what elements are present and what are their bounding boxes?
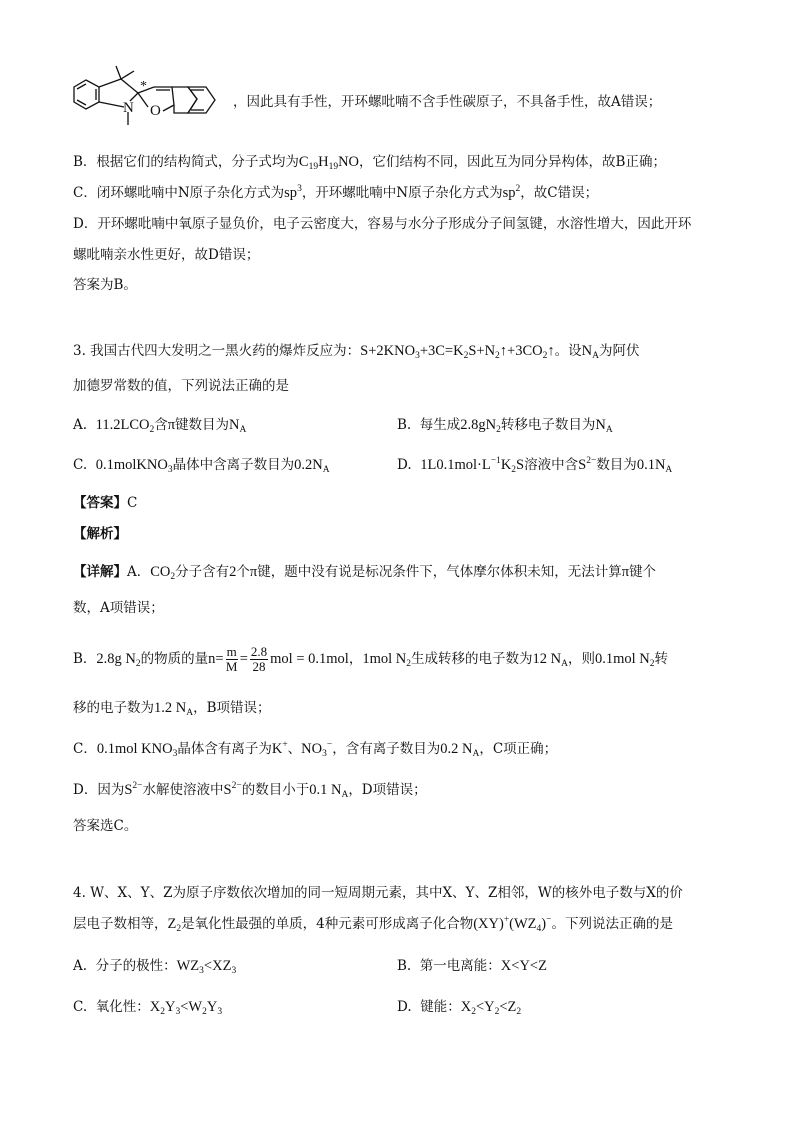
nitrogen-label: N [123, 100, 134, 116]
oxygen-label: O [150, 103, 161, 119]
chiral-star: * [140, 79, 147, 94]
q3-detail-b-line1: B．2.8g $N_2$的物质的量n= $\frac{m}{M}$ = $\frac{2.8}{28}$ mol = 0.1mol，1mol $N_2$生成转移的电子数为12 $N_A$，则0.1mol $N_2$转 [73, 644, 668, 674]
q2-option-d-line2: 螺吡喃亲水性更好，故D错误； [73, 247, 260, 263]
q4-stem-line2: 层电子数相等，$Z_2$是氧化性最强的单质，4种元素可形成离子化合物$(XY)^+(WZ_4)^-$。下列说法正确的是 [73, 915, 673, 934]
q3-detail-a-line1: 【详解】A．$CO_2$分子含有2个π键，题中没有说是标况条件下，气体摩尔体积未知，无法计算π键个 [73, 564, 657, 582]
spiropyran-structure [66, 65, 231, 140]
fraction-2.8-over-28: $\frac{2.8}{28}$ [250, 644, 268, 674]
q4-option-a[interactable]: A. 分子的极性：$WZ_3<XZ_3$ [73, 958, 237, 976]
q3-detail-b-line2: 移的电子数为1.2 $N_A$，B项错误； [73, 700, 271, 718]
q3-detail-a-line2: 数，A项错误； [73, 600, 164, 616]
q3-analysis-tag: 【解析】 [73, 526, 127, 542]
q3-detail-c: C．0.1mol $KNO_3$晶体含有离子为K+、$NO_3^-$，含有离子数目为0.2 $N_A$，C项正确； [73, 740, 558, 759]
q3-answer-final: 答案选C。 [73, 818, 138, 834]
q2-option-c: C．闭环螺吡喃中N原子杂化方式为$sp^3$，开环螺吡喃中N原子杂化方式为$sp^2$，故C错误； [73, 184, 599, 201]
q4-option-b[interactable]: B. 第一电离能：X<Y<Z [397, 958, 547, 974]
answer-value: C [127, 495, 138, 511]
q3-option-d[interactable]: D. $1L0.1mol\cdot L^{-1}K_2S$溶液中含$S^{2-}$数目为$0.1N_A$ [397, 456, 673, 475]
q3-option-c[interactable]: C. 0.1molKNO$_3$晶体中含离子数目为$0.2N_A$ [73, 457, 330, 475]
q3-stem-line1: 3. 我国古代四大发明之一黑火药的爆炸反应为：$S+2KNO_3+3C=K_2S+N_2↑+3CO_2↑$。设$N_A$为阿伏 [73, 343, 640, 361]
q3-option-b[interactable]: B. 每生成$2.8gN_2$转移电子数目为$N_A$ [397, 417, 613, 435]
answer-tag: 【答案】 [73, 495, 127, 511]
q4-option-c[interactable]: C. 氧化性：$X_2Y_3<W_2Y_3$ [73, 999, 223, 1017]
q3-detail-d: D．因为$S^{2-}$水解使溶液中$S^{2-}$的数目小于0.1 $N_A$，D项错误； [73, 781, 427, 800]
q2-option-d-line1: D．开环螺吡喃中氧原子显负价，电子云密度大，容易与水分子形成分子间氢键，水溶性增大，因此开环 [73, 216, 692, 232]
q2-answer: 答案为B。 [73, 277, 137, 293]
q3-option-a[interactable]: A. $11.2LCO_2$含π键数目为$N_A$ [73, 417, 247, 435]
q2-a-tail: ，因此具有手性，开环螺吡喃不含手性碳原子，不具备手性，故A错误； [233, 94, 662, 110]
q3-answer-line [73, 493, 137, 513]
q4-option-d[interactable]: D. 键能：$X_2<Y_2<Z_2$ [397, 999, 522, 1017]
fraction-m-over-M: $\frac{m}{M}$ [225, 644, 238, 674]
q2-option-b: B．根据它们的结构简式，分子式均为$C_{19}H_{19}NO$，它们结构不同，因此互为同分异构体，故B正确； [73, 154, 666, 172]
q3-stem-line2: 加德罗常数的值，下列说法正确的是 [73, 378, 289, 394]
q4-stem-line1: 4. W、X、Y、Z为原子序数依次增加的同一短周期元素，其中X、Y、Z相邻，W的核外电子数与X的价 [73, 885, 683, 901]
